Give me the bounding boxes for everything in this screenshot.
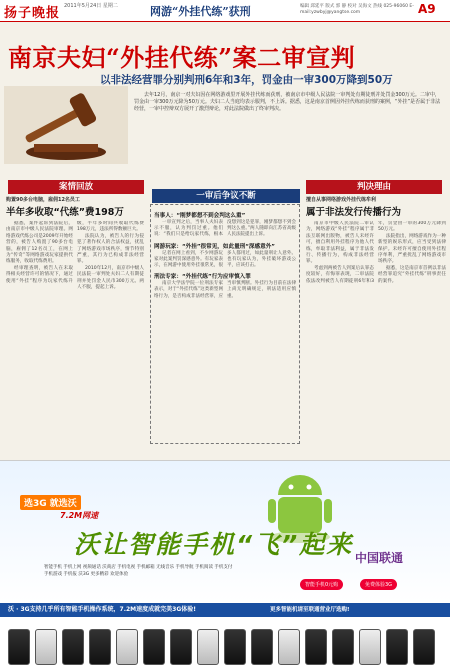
paragraph: 法院指出，网络游戏作为一种新型的娱乐形式，应当受到法律保护。未经许可擅自使用外挂程序牟利，严重扰乱了网络游戏市场秩序。	[378, 233, 446, 265]
phone-image	[62, 629, 84, 665]
paragraph: 2010年12月，南京市中级人民法院一审判处夫妇二人有期徒刑并处罚金人民币300万元。两人不服，提起上诉。	[77, 265, 144, 291]
ad-pill[interactable]: 智能手机0元购	[300, 579, 343, 590]
phone-image	[278, 629, 300, 665]
ad-bar-note: 更多智能机请至联通营业厅选购!	[270, 607, 350, 613]
gavel-photo	[4, 86, 128, 164]
left-title: 半年多收取“代练”费198万	[6, 207, 124, 218]
center-text2	[154, 251, 296, 270]
phone-image	[89, 629, 111, 665]
phone-image	[116, 629, 138, 665]
phone-image	[332, 629, 354, 665]
editor-credits: 编辑 邱延平 版式 郭 静 校对 吴海文 热线 025-96060 E-mail:yzwbyj@yangtse.com	[300, 4, 414, 15]
advertisement[interactable]	[0, 460, 450, 668]
center-box	[150, 204, 300, 444]
phone-image	[197, 629, 219, 665]
left-body	[6, 221, 144, 451]
sub-headline: 以非法经营罪分别判刑6年和3年，罚金由一审300万降到50万	[100, 74, 393, 86]
paragraph: 法院认为，被告人的行为侵犯了著作权人的合法权益，扰乱了网络游戏市场秩序，情节特别严重，其行为已构成非法经营罪。	[77, 233, 144, 265]
dateline: 2011年5月24日 星期二	[64, 3, 118, 9]
center-sub3: 刑法专家：“外挂代练”行为应审慎入罪	[154, 274, 251, 281]
ad-features: 智能手机 手机上网 视频通话 沃商店 手机电视 手机邮箱 无线音乐 手机导航 手机阅读 手机支付 手机游戏 手机报 沃3G 更多精彩 欢迎体验	[44, 565, 233, 577]
phone-gallery	[8, 621, 442, 665]
right-kicker: 擅自从事网络游戏外挂代练牟利	[306, 197, 377, 203]
banner-controversy: 一审后争议不断	[152, 189, 300, 203]
phone-image	[8, 629, 30, 665]
ad-bar: 沃 · 3G支持几乎所有智能手机操作系统，7.2M速度成就完美3G体验!	[0, 603, 450, 617]
paragraph: 据悉，案件起诉到法院后，由南京市中级人民法院审理。网络游戏代练公司是2009年开始经营的，被告人购置了90多台电脑，雇佣了12名员工，在网上为“传奇”等网络游戏玩家提供代练服务，收取代练费用。	[6, 221, 73, 265]
banner-verdict-reason: 判决理由	[306, 180, 442, 194]
ad-tag: 选3G 就选沃	[20, 495, 81, 510]
lead-paragraph: 去年12月，南京一对夫妇因在网络游戏里开展外挂代练而获刑，被南京市中级人民法院一审判处有期徒刑并处罚金300万元。二审中，罚金由一审300万元降为50万元。夫妇二人当庭均表示服判，不上诉。据悉，这是南京首例因外挂代练而获刑的案例，“外挂”是否属于非法经营，一审中控辩双方展开了激烈辩论，对此法院做出了终审判决。	[134, 92, 441, 113]
paragraph: 记者在网上看到，不少网游玩家对此案判罚深感意外。有玩家表示，在网游中使用外挂很常见，很多人都用过，如此量刑让人意外。也有玩家认为，外挂破坏游戏公平，应该打击。	[154, 250, 296, 269]
paragraph: 南京大学法学院一位刑法专家表示，对于“外挂代练”这类新型网络行为，是否构成非法经营罪，应当审慎判断。外挂行为目前在法律上尚无明确规定，刑法适用应慎重。	[154, 281, 296, 299]
page-number: A9	[418, 2, 436, 16]
phone-image	[224, 629, 246, 665]
right-column	[306, 196, 446, 451]
newspaper-logo: 扬子晚报	[4, 6, 61, 21]
left-kicker: 购置90多台电脑，雇佣12名员工	[6, 197, 80, 203]
section-title: 网游“外挂代练”获刑	[150, 5, 251, 18]
phone-image	[35, 629, 57, 665]
paragraph: 据悉，这是南京市首例以非法经营罪追究“外挂代练”刑事责任的案件。	[378, 265, 446, 284]
right-title: 属于非法发行传播行为	[306, 207, 402, 218]
paragraph: 考虑到两被告人到案后认罪态度较好，有悔罪表现，二审法院依法改判被告人有期徒刑6年和3年，罚金由一审的300万元降到50万元。	[306, 221, 446, 284]
ad-pill[interactable]: 免费体验3G	[360, 579, 397, 590]
paragraph: 一审宣判之后，当事人夫妇表示不服，认为判罚过重。他们说：“我们只是给玩家代练，根本没想到这是犯罪，刚梦都想不到会判这么重。”两人随即向江苏省高级人民法院提出上诉。	[154, 220, 296, 238]
center-text3	[154, 281, 296, 300]
right-body	[306, 221, 446, 451]
unicom-logo: 中国联通	[355, 551, 404, 565]
phone-image	[143, 629, 165, 665]
phone-image	[305, 629, 327, 665]
center-sub2: 网游玩家：“外挂”很常见，如此量刑“深感意外”	[154, 243, 275, 250]
ad-slogan: 沃让智能手机“飞”起来	[74, 530, 354, 559]
paragraph: 经审理查明，被告人在未取得相关经营许可的情况下，通过使用“外挂”程序为玩家代练升级，半年多时间共收取代练费198万元，违法所得数额巨大。	[6, 221, 144, 284]
phone-image	[413, 629, 435, 665]
phone-image	[359, 629, 381, 665]
main-headline: 南京夫妇“外挂代练”案二审宣判	[8, 43, 356, 72]
ad-speed: 7.2M网速	[60, 511, 99, 520]
banner-case-review: 案情回放	[8, 180, 144, 194]
phone-image	[386, 629, 408, 665]
paragraph: 南京市中级人民法院二审认为，网络游戏“外挂”程序属于非法互联网出版物，被告人未经许可，擅自利用外挂程序为他人代练，牟取非法利益，属于非法发行、传播行为，构成非法经营罪。	[306, 221, 374, 265]
center-sub1: 当事人：“刚梦都想不到会判这么重”	[154, 213, 246, 219]
left-column	[6, 196, 144, 451]
center-text1	[154, 220, 296, 239]
phone-image	[251, 629, 273, 665]
phone-image	[170, 629, 192, 665]
